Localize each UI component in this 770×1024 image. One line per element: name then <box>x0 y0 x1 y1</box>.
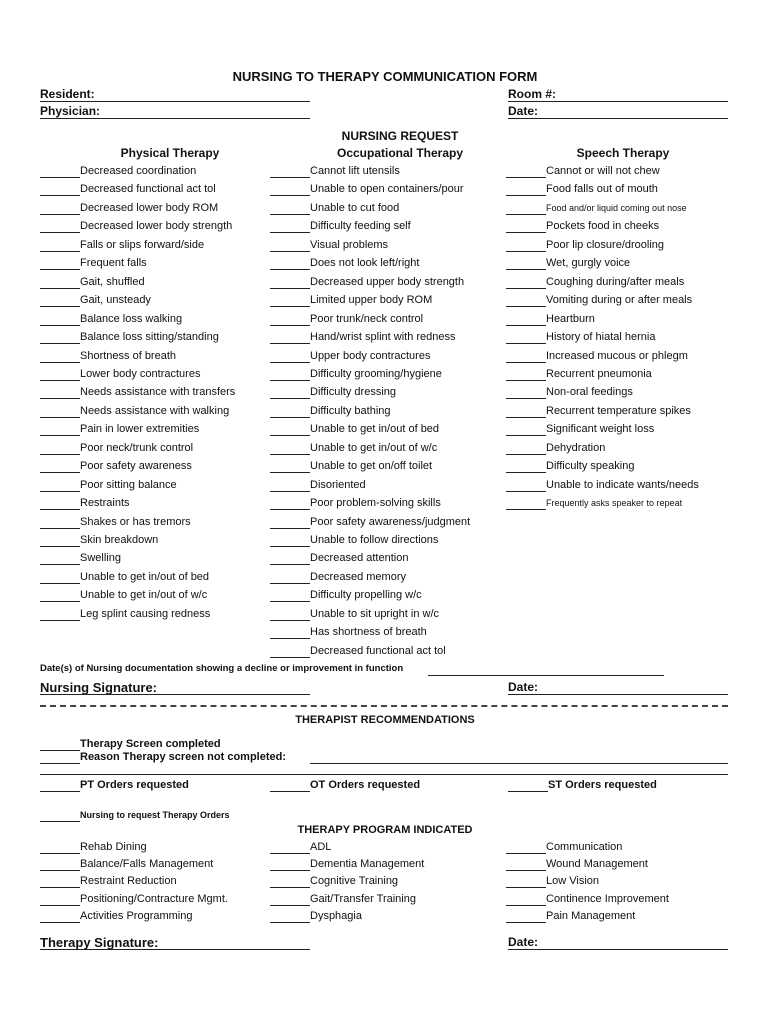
st-orders-check[interactable]: ST Orders requested <box>508 778 657 794</box>
check-blank[interactable] <box>506 461 546 473</box>
item-label: Dehydration <box>546 441 606 454</box>
checklist-item[interactable] <box>40 312 182 328</box>
item-label: Pain in lower extremities <box>80 423 200 436</box>
checklist-item[interactable] <box>506 496 682 512</box>
check-blank[interactable] <box>270 424 310 436</box>
checklist-item[interactable] <box>270 441 437 457</box>
checklist-item[interactable] <box>40 570 209 586</box>
check-blank[interactable] <box>40 351 80 363</box>
date-field[interactable] <box>508 118 728 119</box>
check-blank[interactable] <box>506 277 546 289</box>
checklist-item[interactable] <box>40 385 235 401</box>
check-blank[interactable] <box>506 842 546 854</box>
item-label: Wound Management <box>546 858 648 871</box>
checklist-item[interactable] <box>270 892 416 908</box>
check-blank[interactable] <box>270 627 310 639</box>
item-label: Decreased functional act tol <box>310 644 446 657</box>
nursing-request-orders-check[interactable]: Nursing to request Therapy Orders <box>40 808 230 824</box>
checklist-item[interactable] <box>40 496 130 512</box>
item-label: Gait, unsteady <box>80 294 151 307</box>
check-blank[interactable] <box>40 258 80 270</box>
check-blank[interactable] <box>270 646 310 658</box>
check-blank[interactable] <box>40 443 80 455</box>
checklist-item[interactable] <box>506 219 659 235</box>
check-blank[interactable] <box>40 369 80 381</box>
checklist-item[interactable] <box>40 367 200 383</box>
checklist-item[interactable] <box>270 857 424 873</box>
checklist-item[interactable] <box>40 219 232 235</box>
nursing-request-heading: NURSING REQUEST <box>341 129 459 143</box>
check-blank[interactable] <box>506 369 546 381</box>
checklist-item[interactable] <box>270 275 464 291</box>
checklist-item[interactable] <box>506 367 652 383</box>
item-label: Vomiting during or after meals <box>546 294 693 307</box>
checklist-item[interactable] <box>270 551 408 567</box>
checklist-item[interactable] <box>40 441 193 457</box>
check-blank[interactable] <box>40 859 80 871</box>
check-blank[interactable] <box>270 443 310 455</box>
checklist-item[interactable] <box>270 256 419 272</box>
checklist-item[interactable] <box>506 164 660 180</box>
item-label: Decreased upper body strength <box>310 275 465 288</box>
nursing-signature-label: Nursing Signature: <box>40 680 158 695</box>
checklist-item[interactable] <box>270 840 331 856</box>
room-field[interactable] <box>508 101 728 102</box>
checklist-item[interactable] <box>506 330 655 346</box>
check-blank[interactable] <box>40 590 80 602</box>
checklist-item[interactable] <box>270 533 438 549</box>
check-blank[interactable] <box>506 894 546 906</box>
item-label: Low Vision <box>546 875 599 888</box>
checklist-item[interactable] <box>270 515 470 531</box>
checklist-item[interactable] <box>506 256 630 272</box>
physician-field[interactable] <box>40 118 310 119</box>
item-label: Unable to sit upright in w/c <box>310 607 440 620</box>
check-blank[interactable] <box>506 859 546 871</box>
checklist-item[interactable] <box>40 892 228 908</box>
item-label: Cannot or will not chew <box>546 165 660 177</box>
reason-field[interactable] <box>310 763 728 764</box>
check-blank[interactable] <box>270 406 310 418</box>
st-column-title: Speech Therapy <box>576 146 670 160</box>
item-label: Swelling <box>80 552 121 565</box>
item-label: Dysphagia <box>310 909 362 922</box>
check-blank[interactable] <box>40 894 80 906</box>
checklist-item[interactable] <box>40 515 191 531</box>
check-blank[interactable] <box>270 894 310 906</box>
checklist-item[interactable] <box>270 909 362 925</box>
checklist-item[interactable] <box>506 441 605 457</box>
item-label: Unable to cut food <box>310 201 400 214</box>
item-label: Dementia Management <box>310 858 425 871</box>
reason-field-line-2[interactable] <box>40 774 728 775</box>
check-blank[interactable] <box>506 295 546 307</box>
check-blank[interactable] <box>40 295 80 307</box>
check-blank[interactable] <box>270 166 310 178</box>
check-blank[interactable] <box>506 240 546 252</box>
check-blank[interactable] <box>40 480 80 492</box>
check-blank[interactable] <box>270 553 310 565</box>
check-blank[interactable] <box>270 535 310 547</box>
check-blank[interactable] <box>40 277 80 289</box>
checklist-item[interactable] <box>270 459 432 475</box>
item-label: Poor safety awareness <box>80 460 192 473</box>
item-label: Decreased lower body strength <box>80 220 233 233</box>
checklist-item[interactable] <box>40 404 229 420</box>
item-label: Falls or slips forward/side <box>80 238 205 251</box>
item-label: Balance loss walking <box>80 312 183 325</box>
item-label: Does not look left/right <box>310 257 420 270</box>
nursing-date-field[interactable] <box>508 694 728 695</box>
pt-orders-check[interactable]: PT Orders requested <box>40 778 189 794</box>
item-label: Communication <box>546 841 623 853</box>
item-label: Balance loss sitting/standing <box>80 331 219 344</box>
item-label: ADL <box>310 841 332 853</box>
check-blank[interactable] <box>506 911 546 923</box>
checklist-item[interactable] <box>270 367 442 383</box>
checklist-item[interactable] <box>270 219 411 235</box>
check-blank[interactable] <box>270 314 310 326</box>
checklist-item[interactable] <box>40 588 207 604</box>
checklist-item[interactable] <box>40 256 147 272</box>
item-label: Coughing during/after meals <box>546 275 685 288</box>
item-label: Shakes or has tremors <box>80 515 191 528</box>
therapy-program-heading: THERAPY PROGRAM INDICATED <box>297 824 473 836</box>
check-blank[interactable] <box>506 166 546 178</box>
check-blank[interactable] <box>40 314 80 326</box>
checklist-item[interactable] <box>40 330 219 346</box>
checklist-item[interactable] <box>270 588 422 604</box>
check-blank[interactable] <box>270 461 310 473</box>
check-blank[interactable] <box>40 184 80 196</box>
check-blank[interactable] <box>40 553 80 565</box>
checklist-item[interactable] <box>270 330 456 346</box>
item-label: Recurrent temperature spikes <box>546 404 691 417</box>
item-label: Frequent falls <box>80 257 147 270</box>
checklist-item[interactable] <box>40 551 121 567</box>
nursing-signature-field[interactable] <box>40 694 310 695</box>
item-label: Poor lip closure/drooling <box>546 238 665 251</box>
check-blank[interactable] <box>40 609 80 621</box>
checklist-item[interactable] <box>506 404 691 420</box>
checklist-item[interactable] <box>506 238 664 254</box>
check-blank[interactable] <box>506 424 546 436</box>
item-label: Restraint Reduction <box>80 875 177 888</box>
item-label: Restraints <box>80 497 130 510</box>
item-label: Heartburn <box>546 312 595 325</box>
check-blank[interactable] <box>40 203 80 215</box>
check-blank[interactable] <box>270 221 310 233</box>
item-label: Lower body contractures <box>80 367 201 380</box>
check-blank[interactable] <box>270 240 310 252</box>
reason-not-completed-check[interactable]: Reason Therapy screen not completed: <box>40 750 286 766</box>
therapy-date-label: Date: <box>508 935 539 949</box>
item-label: Unable to get in/out of w/c <box>80 589 208 602</box>
check-blank[interactable] <box>506 387 546 399</box>
pt-column-title: Physical Therapy <box>120 146 220 160</box>
checklist-item[interactable] <box>40 238 204 254</box>
item-label: Unable to get in/out of bed <box>310 423 440 436</box>
item-label: Unable to indicate wants/needs <box>546 478 699 491</box>
checklist-item[interactable] <box>270 496 441 512</box>
checklist-item[interactable] <box>270 607 439 623</box>
check-blank[interactable] <box>40 461 80 473</box>
check-blank[interactable] <box>270 498 310 510</box>
check-blank[interactable] <box>270 295 310 307</box>
item-label: Skin breakdown <box>80 534 159 546</box>
item-label: Difficulty propelling w/c <box>310 589 422 602</box>
checklist-item[interactable] <box>270 293 432 309</box>
check-blank[interactable] <box>506 406 546 418</box>
checklist-item[interactable] <box>40 182 216 198</box>
check-blank[interactable] <box>270 911 310 923</box>
check-blank[interactable] <box>270 203 310 215</box>
checklist-item[interactable] <box>40 349 176 365</box>
check-blank[interactable] <box>506 332 546 344</box>
item-label: Difficulty bathing <box>310 404 391 417</box>
resident-field[interactable] <box>40 101 310 102</box>
item-label: Gait/Transfer Training <box>310 892 416 905</box>
item-label: Unable to follow directions <box>310 534 439 546</box>
item-label: Decreased functional act tol <box>80 183 216 196</box>
check-blank[interactable] <box>270 258 310 270</box>
physician-label: Physician: <box>40 104 101 118</box>
item-label: Difficulty dressing <box>310 386 396 399</box>
check-blank[interactable] <box>270 876 310 888</box>
item-label: Frequently asks speaker to repeat <box>546 498 683 509</box>
item-label: History of hiatal hernia <box>546 331 656 344</box>
check-blank[interactable] <box>40 424 80 436</box>
checklist-item[interactable] <box>506 892 669 908</box>
item-label: Unable to get on/off toilet <box>310 460 433 473</box>
item-label: Recurrent pneumonia <box>546 367 652 380</box>
checklist-item[interactable] <box>506 312 595 328</box>
item-label: Continence Improvement <box>546 892 669 905</box>
checklist-item[interactable] <box>40 533 158 549</box>
checklist-item[interactable] <box>270 164 400 180</box>
ot-column-title: Occupational Therapy <box>336 146 464 160</box>
checklist-item[interactable] <box>270 570 406 586</box>
checklist-item[interactable] <box>40 459 192 475</box>
item-label: Needs assistance with transfers <box>80 386 236 399</box>
item-label: Unable to get in/out of bed <box>80 570 210 583</box>
item-label: Has shortness of breath <box>310 626 427 639</box>
checklist-item[interactable] <box>506 857 648 873</box>
check-blank[interactable] <box>270 609 310 621</box>
item-label: Decreased coordination <box>80 165 197 177</box>
item-label: Needs assistance with walking <box>80 404 230 417</box>
checklist-item[interactable] <box>40 422 199 438</box>
checklist-item[interactable] <box>270 238 388 254</box>
item-label: Poor safety awareness/judgment <box>310 515 471 528</box>
check-blank[interactable] <box>270 842 310 854</box>
check-blank[interactable] <box>270 351 310 363</box>
item-label: Food and/or liquid coming out nose <box>546 202 687 213</box>
check-blank[interactable] <box>40 406 80 418</box>
therapy-signature-field[interactable] <box>40 949 310 950</box>
check-blank[interactable] <box>506 221 546 233</box>
checklist-item[interactable] <box>270 404 391 420</box>
check-blank[interactable] <box>270 590 310 602</box>
check-blank[interactable] <box>270 277 310 289</box>
checklist-item[interactable] <box>506 349 688 365</box>
section-divider <box>40 705 728 707</box>
check-blank[interactable] <box>270 517 310 529</box>
item-label: Decreased memory <box>310 570 406 583</box>
item-label: Pockets food in cheeks <box>546 220 660 233</box>
item-label: Shortness of breath <box>80 349 177 362</box>
item-label: Poor sitting balance <box>80 478 177 491</box>
checklist-item[interactable] <box>506 293 692 309</box>
room-label: Room #: <box>508 87 556 101</box>
checklist-item[interactable] <box>270 422 439 438</box>
checklist-item[interactable] <box>270 478 366 494</box>
checklist-item[interactable] <box>270 312 423 328</box>
check-blank[interactable] <box>40 221 80 233</box>
check-blank[interactable] <box>506 443 546 455</box>
item-label: Rehab Dining <box>80 841 147 853</box>
checklist-item[interactable] <box>270 182 464 198</box>
item-label: Limited upper body ROM <box>310 294 433 307</box>
therapy-date-field[interactable] <box>508 949 728 950</box>
checklist-item[interactable] <box>40 275 145 291</box>
item-label: Hand/wrist splint with redness <box>310 331 456 344</box>
checklist-item[interactable] <box>506 385 633 401</box>
item-label: Unable to get in/out of w/c <box>310 441 438 454</box>
check-blank[interactable] <box>40 572 80 584</box>
check-blank[interactable] <box>270 859 310 871</box>
checklist-item[interactable] <box>506 275 684 291</box>
item-label: Visual problems <box>310 238 389 251</box>
checklist-item[interactable] <box>270 625 427 641</box>
item-label: Difficulty grooming/hygiene <box>310 367 442 380</box>
check-blank[interactable] <box>270 387 310 399</box>
documentation-field[interactable] <box>428 675 664 676</box>
check-blank[interactable] <box>506 480 546 492</box>
checklist-item[interactable] <box>506 840 622 856</box>
check-blank[interactable] <box>40 387 80 399</box>
item-label: Poor problem-solving skills <box>310 497 441 510</box>
check-blank[interactable] <box>270 572 310 584</box>
item-label: Difficulty feeding self <box>310 220 411 233</box>
item-label: Cognitive Training <box>310 875 399 888</box>
checklist-item[interactable] <box>506 201 687 217</box>
checklist-item[interactable] <box>506 459 634 475</box>
checklist-item[interactable] <box>40 857 213 873</box>
check-blank[interactable] <box>506 876 546 888</box>
check-blank[interactable] <box>40 911 80 923</box>
checklist-item[interactable] <box>506 478 699 494</box>
item-label: Disoriented <box>310 478 366 491</box>
checklist-item[interactable] <box>40 874 177 890</box>
check-blank[interactable] <box>506 184 546 196</box>
checklist-item[interactable] <box>506 182 658 198</box>
checklist-item[interactable] <box>270 385 396 401</box>
item-label: Pain Management <box>546 909 636 922</box>
checklist-item[interactable] <box>40 293 151 309</box>
check-blank[interactable] <box>40 876 80 888</box>
check-blank[interactable] <box>40 166 80 178</box>
checklist-item[interactable] <box>506 422 654 438</box>
checklist-item[interactable] <box>270 644 446 660</box>
check-blank[interactable] <box>270 480 310 492</box>
item-label: Gait, shuffled <box>80 275 145 288</box>
item-label: Decreased lower body ROM <box>80 201 219 214</box>
therapist-recommendations-heading: THERAPIST RECOMMENDATIONS <box>295 714 475 726</box>
check-blank[interactable] <box>506 314 546 326</box>
form-title: NURSING TO THERAPY COMMUNICATION FORM <box>232 69 538 84</box>
item-label: Cannot lift utensils <box>310 165 400 177</box>
checklist-item[interactable] <box>270 349 430 365</box>
check-blank[interactable] <box>40 498 80 510</box>
item-label: Unable to open containers/pour <box>310 183 464 196</box>
check-blank[interactable] <box>40 842 80 854</box>
date-label: Date: <box>508 104 539 118</box>
item-label: Wet, gurgly voice <box>546 257 631 270</box>
documentation-label: Date(s) of Nursing documentation showing a decline or improvement in function <box>40 663 404 674</box>
checklist-item[interactable] <box>506 909 635 925</box>
checklist-item[interactable] <box>270 201 399 217</box>
item-label: Upper body contractures <box>310 349 431 362</box>
item-label: Significant weight loss <box>546 423 655 436</box>
item-label: Food falls out of mouth <box>546 183 658 196</box>
item-label: Difficulty speaking <box>546 460 635 473</box>
item-label: Increased mucous or phlegm <box>546 349 688 362</box>
item-label: Non-oral feedings <box>546 386 633 399</box>
item-label: Positioning/Contracture Mgmt. <box>80 892 228 905</box>
item-label: Decreased attention <box>310 552 409 565</box>
checklist-item[interactable] <box>40 164 196 180</box>
check-blank[interactable] <box>506 258 546 270</box>
check-blank[interactable] <box>270 369 310 381</box>
therapy-screen-completed-check[interactable]: Therapy Screen completed <box>40 737 221 753</box>
checklist-item[interactable] <box>506 874 599 890</box>
check-blank[interactable] <box>270 332 310 344</box>
check-blank[interactable] <box>40 517 80 529</box>
check-blank[interactable] <box>40 535 80 547</box>
check-blank[interactable] <box>40 240 80 252</box>
checklist-item[interactable] <box>40 840 147 856</box>
checklist-item[interactable] <box>40 607 210 623</box>
item-label: Poor trunk/neck control <box>310 312 424 325</box>
ot-orders-check[interactable]: OT Orders requested <box>270 778 420 794</box>
item-label: Activities Programming <box>80 909 193 922</box>
item-label: Poor neck/trunk control <box>80 441 194 454</box>
checklist-item[interactable] <box>40 478 177 494</box>
checklist-item[interactable] <box>40 201 218 217</box>
checklist-item[interactable] <box>40 909 192 925</box>
item-label: Balance/Falls Management <box>80 858 214 871</box>
checklist-item[interactable] <box>270 874 398 890</box>
check-blank[interactable] <box>506 203 546 215</box>
item-label: Leg splint causing redness <box>80 607 211 620</box>
check-blank[interactable] <box>40 332 80 344</box>
therapy-signature-label: Therapy Signature: <box>40 935 159 950</box>
check-blank[interactable] <box>270 184 310 196</box>
nursing-date-label: Date: <box>508 680 539 694</box>
check-blank[interactable] <box>506 351 546 363</box>
resident-label: Resident: <box>40 87 95 101</box>
check-blank[interactable] <box>506 498 546 510</box>
